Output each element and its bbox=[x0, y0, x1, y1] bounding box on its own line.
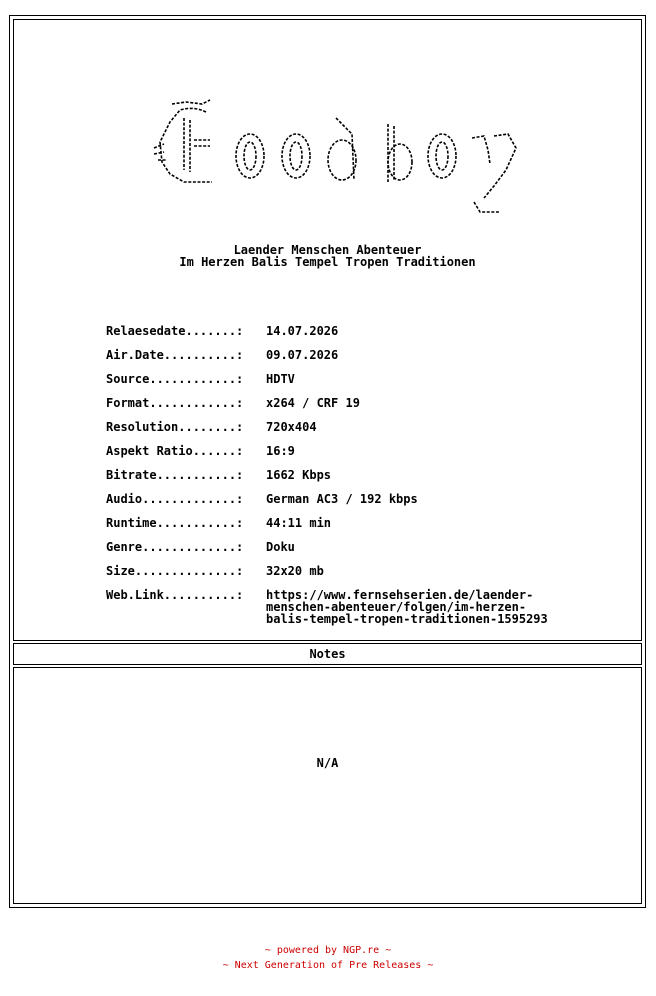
nfo-frame bbox=[9, 15, 646, 908]
detail-genre bbox=[106, 541, 606, 565]
detail-value: 1662 Kbps bbox=[266, 468, 332, 482]
detail-source bbox=[106, 373, 606, 397]
detail-bitrate bbox=[106, 469, 606, 493]
ascii-logo bbox=[124, 90, 524, 220]
detail-label: Bitrate...........: bbox=[106, 468, 244, 482]
detail-value: 720x404 bbox=[266, 420, 317, 434]
detail-web-link bbox=[106, 589, 606, 629]
detail-label: Relaesedate.......: bbox=[106, 324, 244, 338]
detail-runtime bbox=[106, 517, 606, 541]
footer-powered-by: ~ powered by NGP.re ~ bbox=[264, 945, 392, 956]
show-title: Laender Menschen Abenteuer bbox=[233, 243, 422, 257]
notes-title: Notes bbox=[309, 647, 346, 661]
notes-header bbox=[13, 643, 642, 665]
detail-value: x264 / CRF 19 bbox=[266, 396, 360, 410]
detail-format bbox=[106, 397, 606, 421]
release-info-panel bbox=[13, 19, 642, 641]
notes-content: N/A bbox=[316, 756, 339, 770]
release-details bbox=[106, 325, 606, 629]
footer-tagline: ~ Next Generation of Pre Releases ~ bbox=[222, 960, 434, 971]
detail-label: Genre.............: bbox=[106, 540, 244, 554]
detail-aspect-ratio bbox=[106, 445, 606, 469]
detail-label: Format............: bbox=[106, 396, 244, 410]
detail-value: 16:9 bbox=[266, 444, 295, 458]
detail-value: HDTV bbox=[266, 372, 295, 386]
detail-value: 14.07.2026 bbox=[266, 324, 339, 338]
detail-label: Web.Link..........: bbox=[106, 588, 244, 602]
detail-audio bbox=[106, 493, 606, 517]
logo-art bbox=[124, 90, 524, 220]
detail-label: Air.Date..........: bbox=[106, 348, 244, 362]
detail-resolution bbox=[106, 421, 606, 445]
detail-label: Source............: bbox=[106, 372, 244, 386]
detail-value: Doku bbox=[266, 540, 295, 554]
detail-value: 09.07.2026 bbox=[266, 348, 339, 362]
detail-air-date bbox=[106, 349, 606, 373]
detail-label: Resolution........: bbox=[106, 420, 244, 434]
detail-label: Audio.............: bbox=[106, 492, 244, 506]
notes-panel bbox=[13, 667, 642, 904]
episode-title: Im Herzen Balis Tempel Tropen Traditionen bbox=[179, 255, 476, 269]
detail-label: Aspekt Ratio......: bbox=[106, 444, 244, 458]
detail-size bbox=[106, 565, 606, 589]
web-link-url: https://www.fernsehserien.de/laender- menschen-abenteuer/folgen/im-herzen- balis-tempel-tropen-traditionen-1595293 bbox=[266, 588, 548, 626]
detail-value: 44:11 min bbox=[266, 516, 332, 530]
detail-release-date bbox=[106, 325, 606, 349]
detail-label: Runtime...........: bbox=[106, 516, 244, 530]
detail-value: German AC3 / 192 kbps bbox=[266, 492, 418, 506]
detail-value: 32x20 mb bbox=[266, 564, 324, 578]
detail-label: Size..............: bbox=[106, 564, 244, 578]
